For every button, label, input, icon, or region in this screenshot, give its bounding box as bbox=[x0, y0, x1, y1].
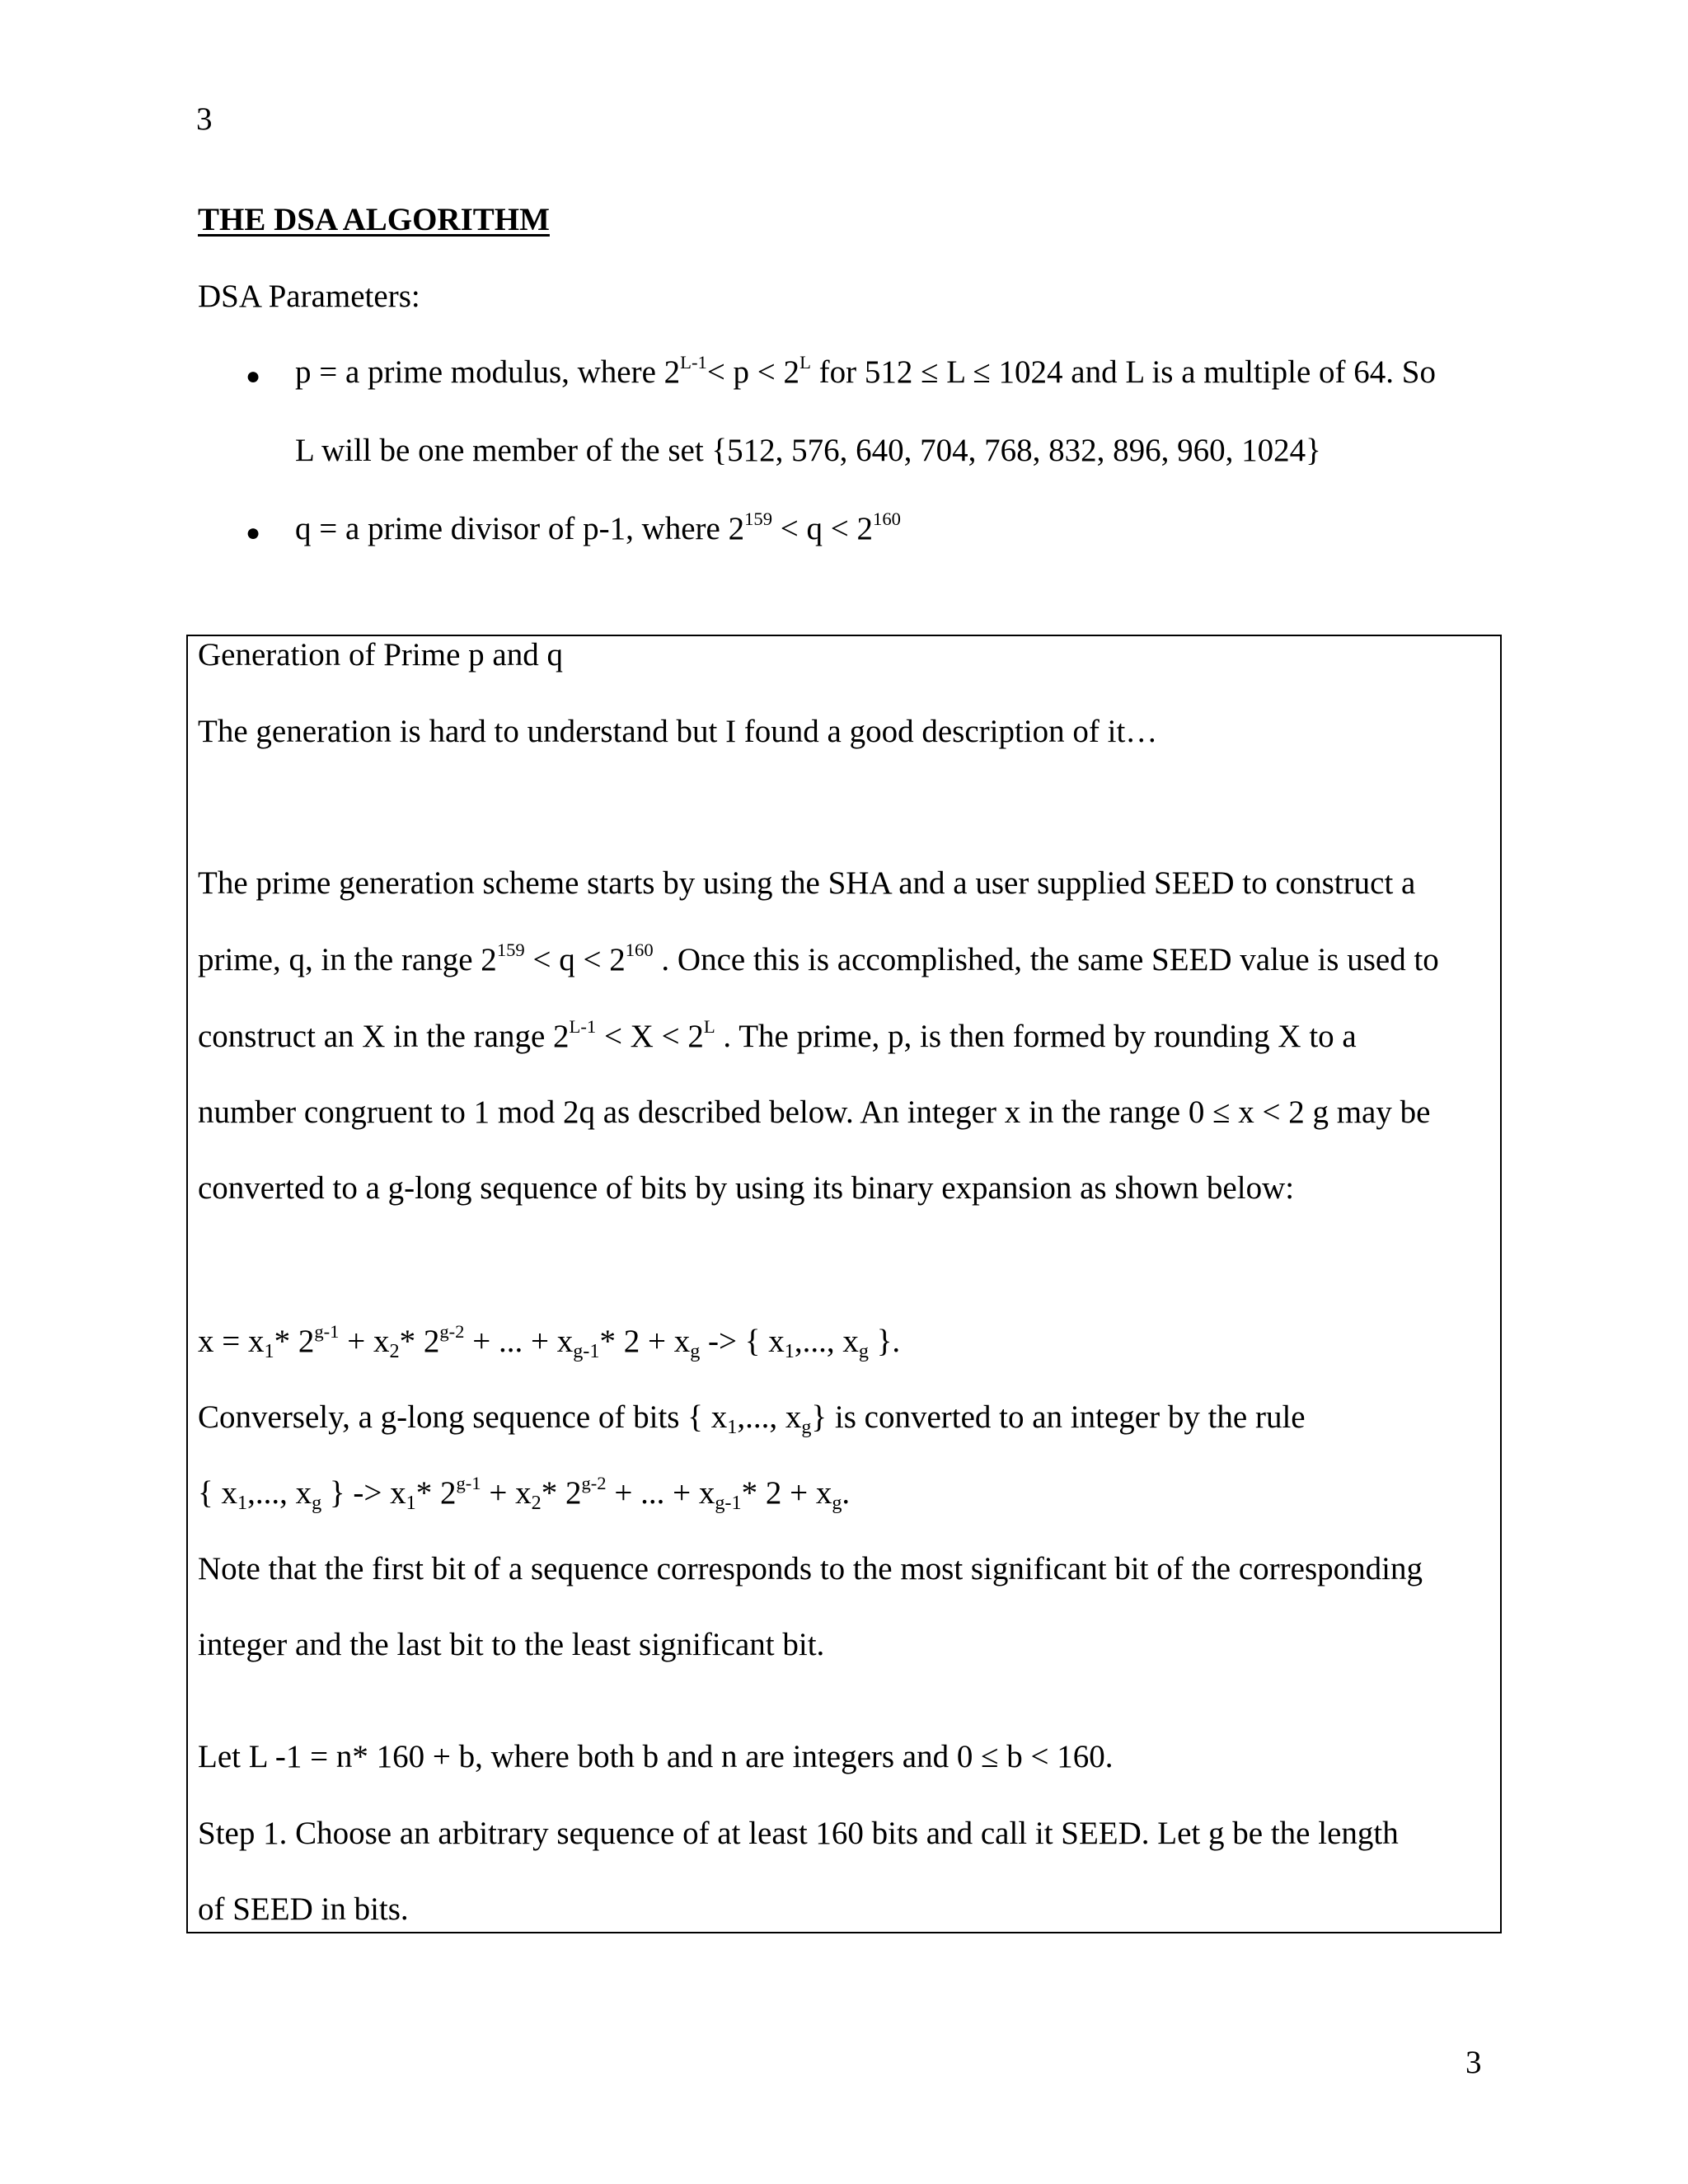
note-line: integer and the last bit to the least significant bit. bbox=[198, 1627, 825, 1662]
bullet-p-line1: p = a prime modulus, where $2^{L-1}< p < 2^L$ for 512 ≤ L ≤ 1024 and L is a multiple of 64. So bbox=[295, 352, 1436, 390]
step1-line: Step 1. Choose an arbitrary sequence of at least 160 bits and call it SEED. Let g be the length bbox=[198, 1816, 1399, 1851]
description-line: converted to a g-long sequence of bits by using its binary expansion as shown below: bbox=[198, 1170, 1295, 1206]
bullet-marker: ● bbox=[246, 519, 261, 546]
box-title: Generation of Prime p and q bbox=[198, 637, 563, 673]
box-intro: The generation is hard to understand but I found a good description of it… bbox=[198, 714, 1158, 749]
description-line: number congruent to 1 mod 2q as described below. An integer x in the range 0 ≤ x < 2 g may be bbox=[198, 1094, 1431, 1130]
section-heading: THE DSA ALGORITHM bbox=[198, 202, 550, 237]
bullet-p-line2: L will be one member of the set {512, 576, 640, 704, 768, 832, 896, 960, 1024} bbox=[295, 433, 1321, 468]
params-label: DSA Parameters: bbox=[198, 279, 420, 314]
description-line: construct an X in the range $2^{L-1} < X < 2^L$ . The prime, p, is then formed by rounding X to a bbox=[198, 1016, 1357, 1054]
header-page-number: 3 bbox=[196, 101, 213, 137]
formula-integer-rule: { $x_1$,..., $x_g$ } -> $x_1*$ $2^{g-1} + x_2*$ $2^{g-2}$ + ... + $x_{g-1}*$ $2 + x_g$. bbox=[198, 1473, 851, 1514]
note-line: Note that the first bit of a sequence corresponds to the most significant bit of the corresponding bbox=[198, 1551, 1423, 1586]
description-line: prime, q, in the range $2^{159} < q < 2^{160}$ . Once this is accomplished, the same SEED value is used to bbox=[198, 940, 1439, 977]
bullet-q-line: q = a prime divisor of p-1, where $2^{159} < q < 2^{160}$ bbox=[295, 509, 901, 546]
bullet-marker: ● bbox=[246, 363, 261, 390]
let-line: Let L -1 = n* 160 + b, where both b and n are integers and 0 ≤ b < 160. bbox=[198, 1739, 1114, 1774]
step1-line: of SEED in bits. bbox=[198, 1891, 409, 1927]
conversely-line: Conversely, a g-long sequence of bits { $x_1$,..., $x_g$} is converted to an integer by the rule bbox=[198, 1399, 1306, 1438]
formula-binary-expansion: $x = x_1*$ $2^{g-1} + x_2*$ $2^{g-2}$ + ... + $x_{g-1}*$ $2 + x_g$ -> { $x_1$,..., $x_g$ }. bbox=[198, 1321, 901, 1362]
description-line: The prime generation scheme starts by using the SHA and a user supplied SEED to construct a bbox=[198, 865, 1416, 901]
footer-page-number: 3 bbox=[1465, 2045, 1482, 2080]
